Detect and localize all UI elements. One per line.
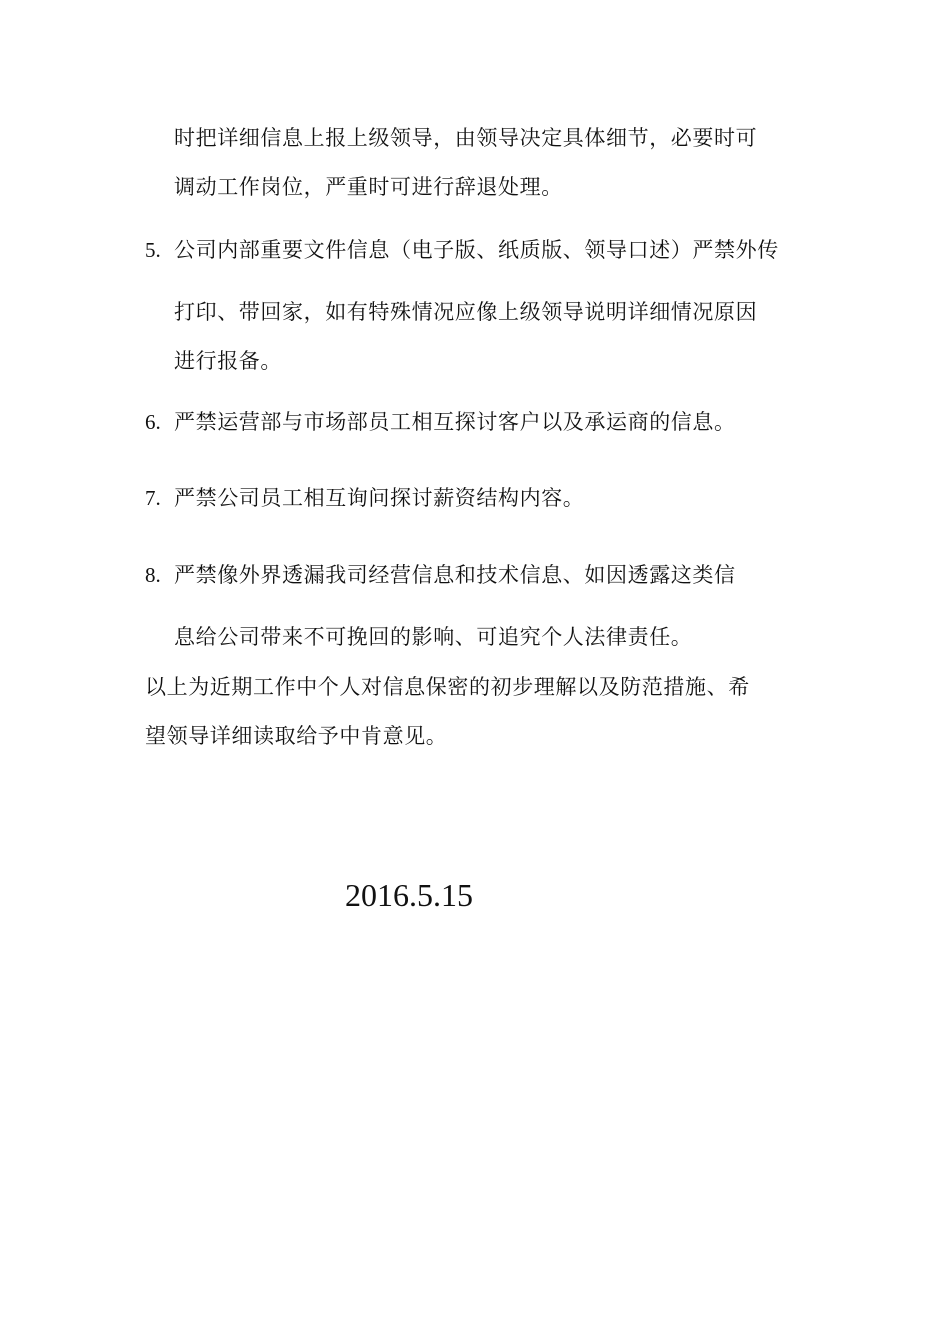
item-6-line-1: 严禁运营部与市场部员工相互探讨客户以及承运商的信息。: [174, 410, 736, 434]
item-8-number: 8.: [145, 563, 161, 587]
item-4-continuation-line-1: 时把详细信息上报上级领导，由领导决定具体细节，必要时可: [174, 126, 758, 150]
item-7-number: 7.: [145, 486, 161, 510]
item-5-number: 5.: [145, 238, 161, 262]
item-6-number: 6.: [145, 410, 161, 434]
item-8-line-1: 严禁像外界透漏我司经营信息和技术信息、如因透露这类信: [174, 563, 736, 587]
item-4-continuation-line-2: 调动工作岗位，严重时可进行辞退处理。: [174, 175, 563, 199]
item-5-line-2: 打印、带回家，如有特殊情况应像上级领导说明详细情况原因: [174, 300, 758, 324]
conclusion-line-2: 望领导详细读取给予中肯意见。: [145, 724, 448, 748]
item-5-line-1: 公司内部重要文件信息（电子版、纸质版、领导口述）严禁外传: [174, 238, 779, 262]
document-date: 2016.5.15: [345, 877, 473, 913]
item-8-line-2: 息给公司带来不可挽回的影响、可追究个人法律责任。: [174, 625, 693, 649]
item-7-line-1: 严禁公司员工相互询问探讨薪资结构内容。: [174, 486, 585, 510]
conclusion-line-1: 以上为近期工作中个人对信息保密的初步理解以及防范措施、希: [145, 675, 750, 699]
item-5-line-3: 进行报备。: [174, 349, 282, 373]
